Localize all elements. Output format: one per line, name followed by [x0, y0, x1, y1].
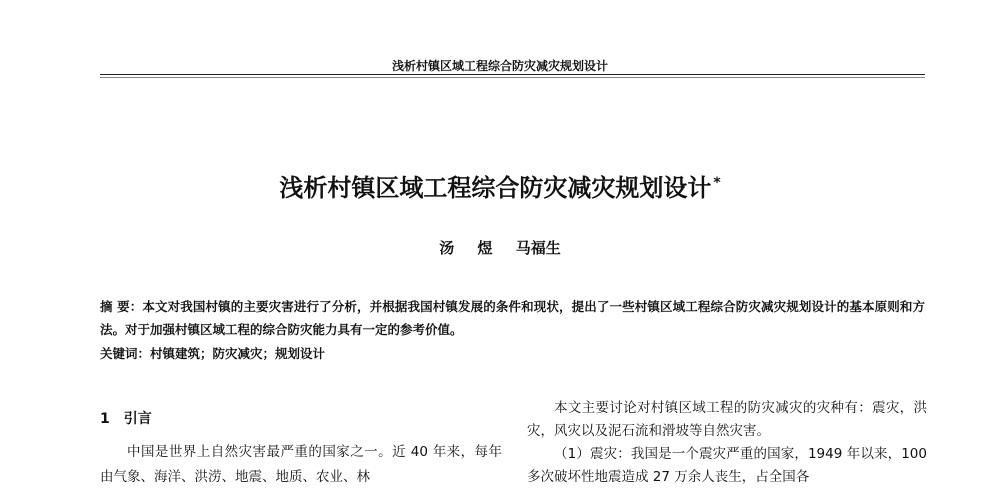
keywords-text: 村镇建筑；防灾减灾；规划设计 [150, 346, 326, 361]
left-column [100, 440, 502, 490]
title-footnote-mark: * [713, 175, 721, 191]
section-title: 引言 [123, 411, 152, 427]
paper-title [0, 168, 1000, 203]
abstract-label: 摘 要： [100, 299, 143, 314]
paper-authors: 汤 煜 马福生 [439, 239, 561, 257]
header-rule [100, 74, 925, 75]
keywords-label: 关键词： [100, 346, 151, 361]
section-number: 1 [100, 411, 110, 427]
keywords [100, 344, 925, 362]
earthquake-paragraph: （1）震灾：我国是一个震灾严重的国家，1949 年以来，100 多次破坏性地震造成 27 万余人丧生，占全国各 [527, 446, 927, 485]
disaster-types-paragraph: 本文主要讨论对村镇区域工程的防灾减灾的灾种有：震灾，洪灾，风灾以及泥石流和滑坡等自然灾害。 [527, 400, 927, 439]
abstract [100, 295, 925, 341]
header-rule-thin [100, 77, 925, 78]
running-header: 浅析村镇区域工程综合防灾减灾规划设计 [391, 59, 608, 73]
paper-title-text: 浅析村镇区域工程综合防灾减灾规划设计 [279, 174, 712, 202]
right-column [527, 397, 927, 489]
section-heading [100, 408, 152, 428]
intro-paragraph: 中国是世界上自然灾害最严重的国家之一。近 40 年来，每年由气象、海洋、洪涝、地震、地质、农业、林 [100, 444, 502, 485]
abstract-text: 本文对我国村镇的主要灾害进行了分析，并根据我国村镇发展的条件和现状，提出了一些村镇区域工程综合防灾减灾规划设计的基本原则和方法。对于加强村镇区域工程的综合防灾能力具有一定的参考价值。 [100, 299, 925, 337]
